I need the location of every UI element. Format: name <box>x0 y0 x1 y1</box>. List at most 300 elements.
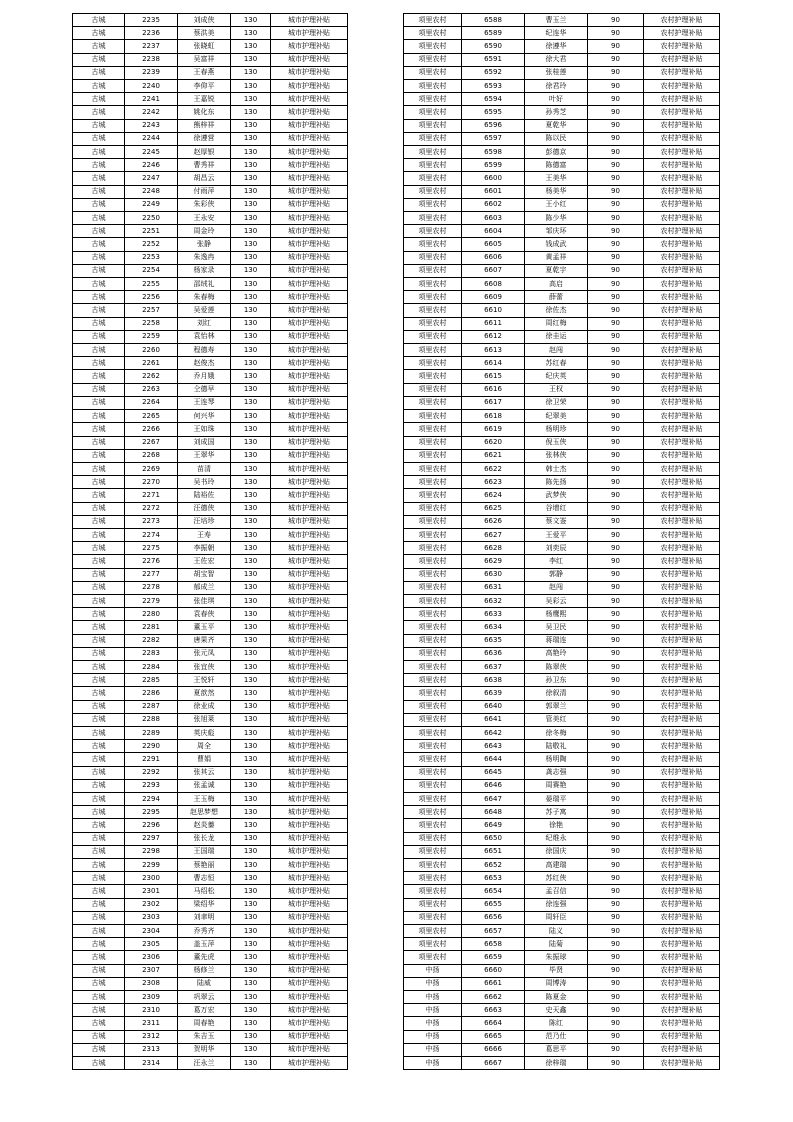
cell-record-no: 2286 <box>125 687 178 700</box>
cell-record-no: 6613 <box>462 344 525 357</box>
cell-name: 杨家录 <box>178 264 231 277</box>
table-row <box>404 198 720 211</box>
table-row <box>404 146 720 159</box>
cell-record-no: 2287 <box>125 700 178 713</box>
cell-name: 付雨萍 <box>178 185 231 198</box>
cell-name: 汪永兰 <box>178 1057 231 1070</box>
cell-amount: 130 <box>231 396 271 409</box>
table-row <box>73 344 348 357</box>
cell-subsidy-type: 城市护理补贴 <box>271 1017 348 1030</box>
cell-region: 古城 <box>73 119 125 132</box>
cell-record-no: 2271 <box>125 489 178 502</box>
cell-record-no: 2256 <box>125 291 178 304</box>
cell-name: 曹秀祥 <box>178 159 231 172</box>
cell-record-no: 2282 <box>125 634 178 647</box>
cell-amount: 90 <box>588 885 644 898</box>
cell-subsidy-type: 农村护理补贴 <box>644 146 720 159</box>
cell-record-no: 6653 <box>462 872 525 885</box>
cell-name: 仝德早 <box>178 383 231 396</box>
cell-record-no: 6628 <box>462 542 525 555</box>
cell-name: 纪翠美 <box>525 410 588 423</box>
table-row <box>73 911 348 924</box>
cell-subsidy-type: 城市护理补贴 <box>271 925 348 938</box>
cell-record-no: 6590 <box>462 40 525 53</box>
cell-subsidy-type: 农村护理补贴 <box>644 687 720 700</box>
cell-name: 吴书玲 <box>178 476 231 489</box>
table-row <box>73 238 348 251</box>
table-row <box>73 225 348 238</box>
table-row <box>404 1057 720 1070</box>
cell-subsidy-type: 农村护理补贴 <box>644 476 720 489</box>
cell-name: 范乃仕 <box>525 1030 588 1043</box>
cell-record-no: 6643 <box>462 740 525 753</box>
cell-region: 古城 <box>73 1017 125 1030</box>
cell-region: 古城 <box>73 344 125 357</box>
cell-amount: 130 <box>231 304 271 317</box>
cell-record-no: 2296 <box>125 819 178 832</box>
cell-amount: 130 <box>231 1030 271 1043</box>
cell-amount: 90 <box>588 660 644 673</box>
cell-subsidy-type: 城市护理补贴 <box>271 938 348 951</box>
table-row <box>404 476 720 489</box>
cell-name: 李振朝 <box>178 542 231 555</box>
cell-record-no: 2249 <box>125 198 178 211</box>
cell-subsidy-type: 农村护理补贴 <box>644 357 720 370</box>
cell-record-no: 6624 <box>462 489 525 502</box>
cell-name: 毕贤 <box>525 964 588 977</box>
cell-region: 中扬 <box>404 1057 462 1070</box>
cell-amount: 90 <box>588 278 644 291</box>
cell-record-no: 6633 <box>462 608 525 621</box>
table-row <box>404 27 720 40</box>
cell-name: 程德寿 <box>178 344 231 357</box>
cell-amount: 90 <box>588 792 644 805</box>
cell-amount: 130 <box>231 119 271 132</box>
cell-subsidy-type: 城市护理补贴 <box>271 198 348 211</box>
table-row <box>73 396 348 409</box>
cell-region: 古城 <box>73 251 125 264</box>
cell-subsidy-type: 城市护理补贴 <box>271 1043 348 1056</box>
table-row <box>73 159 348 172</box>
table-row <box>73 819 348 832</box>
cell-record-no: 2255 <box>125 278 178 291</box>
table-row <box>73 462 348 475</box>
cell-name: 陈翠侠 <box>525 660 588 673</box>
table-row <box>73 449 348 462</box>
cell-record-no: 6602 <box>462 198 525 211</box>
cell-record-no: 2270 <box>125 476 178 489</box>
table-row <box>73 581 348 594</box>
table-row <box>73 951 348 964</box>
cell-amount: 130 <box>231 502 271 515</box>
cell-region: 项里农村 <box>404 291 462 304</box>
cell-record-no: 6627 <box>462 528 525 541</box>
cell-amount: 130 <box>231 53 271 66</box>
cell-subsidy-type: 农村护理补贴 <box>644 1030 720 1043</box>
cell-name: 徐业成 <box>178 700 231 713</box>
table-row <box>404 621 720 634</box>
table-row <box>73 991 348 1004</box>
cell-amount: 90 <box>588 1017 644 1030</box>
cell-region: 古城 <box>73 515 125 528</box>
cell-region: 古城 <box>73 911 125 924</box>
cell-record-no: 6659 <box>462 951 525 964</box>
cell-region: 项里农村 <box>404 568 462 581</box>
table-row <box>73 172 348 185</box>
cell-record-no: 6644 <box>462 753 525 766</box>
cell-subsidy-type: 城市护理补贴 <box>271 344 348 357</box>
cell-region: 古城 <box>73 1057 125 1070</box>
cell-name: 徐佐杰 <box>525 304 588 317</box>
cell-record-no: 6620 <box>462 436 525 449</box>
cell-amount: 90 <box>588 396 644 409</box>
cell-subsidy-type: 农村护理补贴 <box>644 713 720 726</box>
cell-subsidy-type: 城市护理补贴 <box>271 172 348 185</box>
table-row <box>404 845 720 858</box>
cell-amount: 130 <box>231 1057 271 1070</box>
table-row <box>73 106 348 119</box>
cell-amount: 130 <box>231 977 271 990</box>
table-row <box>73 792 348 805</box>
cell-record-no: 2237 <box>125 40 178 53</box>
table-row <box>73 1057 348 1070</box>
cell-region: 古城 <box>73 885 125 898</box>
cell-amount: 130 <box>231 938 271 951</box>
cell-record-no: 6589 <box>462 27 525 40</box>
cell-amount: 130 <box>231 832 271 845</box>
cell-name: 朱彩侠 <box>178 198 231 211</box>
cell-record-no: 2260 <box>125 344 178 357</box>
table-row <box>404 502 720 515</box>
cell-name: 董玉平 <box>178 621 231 634</box>
cell-amount: 90 <box>588 172 644 185</box>
cell-record-no: 2235 <box>125 14 178 27</box>
cell-amount: 90 <box>588 304 644 317</box>
cell-amount: 90 <box>588 212 644 225</box>
cell-record-no: 2252 <box>125 238 178 251</box>
table-row <box>73 845 348 858</box>
cell-record-no: 2312 <box>125 1030 178 1043</box>
table-row <box>404 132 720 145</box>
cell-name: 徐卫荣 <box>525 396 588 409</box>
cell-name: 刘聿明 <box>178 911 231 924</box>
cell-region: 项里农村 <box>404 304 462 317</box>
cell-record-no: 6603 <box>462 212 525 225</box>
cell-amount: 130 <box>231 225 271 238</box>
cell-name: 葛思平 <box>525 1043 588 1056</box>
cell-record-no: 6601 <box>462 185 525 198</box>
cell-subsidy-type: 城市护理补贴 <box>271 40 348 53</box>
cell-name: 赵厚银 <box>178 146 231 159</box>
cell-region: 古城 <box>73 792 125 805</box>
cell-amount: 90 <box>588 581 644 594</box>
table-row <box>73 1043 348 1056</box>
cell-name: 陆义 <box>525 925 588 938</box>
cell-name: 王小红 <box>525 198 588 211</box>
cell-name: 曹玉兰 <box>525 14 588 27</box>
cell-region: 古城 <box>73 621 125 634</box>
cell-record-no: 6619 <box>462 423 525 436</box>
cell-record-no: 6599 <box>462 159 525 172</box>
cell-name: 周赛艳 <box>525 779 588 792</box>
cell-amount: 90 <box>588 779 644 792</box>
cell-region: 古城 <box>73 740 125 753</box>
cell-subsidy-type: 农村护理补贴 <box>644 93 720 106</box>
cell-name: 王佐宏 <box>178 555 231 568</box>
cell-name: 徐国庆 <box>525 845 588 858</box>
cell-amount: 130 <box>231 14 271 27</box>
cell-subsidy-type: 城市护理补贴 <box>271 132 348 145</box>
cell-subsidy-type: 农村护理补贴 <box>644 726 720 739</box>
cell-record-no: 6646 <box>462 779 525 792</box>
table-row <box>73 423 348 436</box>
table-row <box>73 700 348 713</box>
cell-region: 项里农村 <box>404 594 462 607</box>
cell-name: 杨鹰熙 <box>525 608 588 621</box>
cell-subsidy-type: 农村护理补贴 <box>644 304 720 317</box>
cell-region: 古城 <box>73 410 125 423</box>
cell-subsidy-type: 城市护理补贴 <box>271 528 348 541</box>
cell-subsidy-type: 城市护理补贴 <box>271 621 348 634</box>
cell-name: 杨明珍 <box>525 423 588 436</box>
table-row <box>404 1043 720 1056</box>
cell-subsidy-type: 城市护理补贴 <box>271 291 348 304</box>
cell-region: 古城 <box>73 27 125 40</box>
cell-name: 叶好 <box>525 93 588 106</box>
cell-subsidy-type: 城市护理补贴 <box>271 278 348 291</box>
table-row <box>73 859 348 872</box>
cell-subsidy-type: 农村护理补贴 <box>644 1057 720 1070</box>
cell-subsidy-type: 城市护理补贴 <box>271 872 348 885</box>
cell-record-no: 2298 <box>125 845 178 858</box>
cell-name: 夏乾宇 <box>525 264 588 277</box>
cell-record-no: 2250 <box>125 212 178 225</box>
cell-amount: 90 <box>588 1057 644 1070</box>
cell-subsidy-type: 城市护理补贴 <box>271 462 348 475</box>
cell-amount: 130 <box>231 753 271 766</box>
table-row <box>73 925 348 938</box>
cell-name: 张孟诚 <box>178 779 231 792</box>
table-row <box>73 687 348 700</box>
cell-amount: 130 <box>231 462 271 475</box>
cell-name: 谷增红 <box>525 502 588 515</box>
table-row <box>404 660 720 673</box>
cell-name: 张佳琪 <box>178 594 231 607</box>
cell-amount: 90 <box>588 608 644 621</box>
cell-region: 项里农村 <box>404 634 462 647</box>
cell-amount: 90 <box>588 357 644 370</box>
table-row <box>404 885 720 898</box>
cell-record-no: 2243 <box>125 119 178 132</box>
cell-region: 古城 <box>73 106 125 119</box>
cell-region: 项里农村 <box>404 462 462 475</box>
cell-region: 古城 <box>73 977 125 990</box>
table-row <box>404 159 720 172</box>
table-row <box>73 713 348 726</box>
cell-record-no: 6610 <box>462 304 525 317</box>
cell-record-no: 2283 <box>125 647 178 660</box>
table-row <box>404 225 720 238</box>
cell-record-no: 6650 <box>462 832 525 845</box>
cell-amount: 130 <box>231 634 271 647</box>
cell-name: 杨修兰 <box>178 964 231 977</box>
cell-name: 汪培珍 <box>178 515 231 528</box>
cell-name: 纪连华 <box>525 27 588 40</box>
table-row <box>73 766 348 779</box>
cell-region: 古城 <box>73 806 125 819</box>
cell-record-no: 2295 <box>125 806 178 819</box>
cell-subsidy-type: 城市护理补贴 <box>271 238 348 251</box>
table-row <box>73 740 348 753</box>
cell-subsidy-type: 城市护理补贴 <box>271 251 348 264</box>
cell-region: 项里农村 <box>404 264 462 277</box>
cell-region: 古城 <box>73 40 125 53</box>
cell-amount: 130 <box>231 238 271 251</box>
cell-region: 古城 <box>73 436 125 449</box>
cell-amount: 130 <box>231 212 271 225</box>
cell-name: 乔月娥 <box>178 370 231 383</box>
table-row <box>404 489 720 502</box>
cell-subsidy-type: 农村护理补贴 <box>644 462 720 475</box>
cell-record-no: 2314 <box>125 1057 178 1070</box>
cell-amount: 130 <box>231 489 271 502</box>
cell-name: 王春燕 <box>178 66 231 79</box>
cell-record-no: 6608 <box>462 278 525 291</box>
table-row <box>404 779 720 792</box>
cell-record-no: 6634 <box>462 621 525 634</box>
cell-record-no: 2279 <box>125 594 178 607</box>
cell-amount: 130 <box>231 278 271 291</box>
cell-subsidy-type: 农村护理补贴 <box>644 819 720 832</box>
table-row <box>404 872 720 885</box>
cell-record-no: 6616 <box>462 383 525 396</box>
cell-record-no: 6626 <box>462 515 525 528</box>
cell-amount: 90 <box>588 568 644 581</box>
cell-record-no: 6648 <box>462 806 525 819</box>
cell-region: 项里农村 <box>404 238 462 251</box>
cell-name: 蔡文崟 <box>525 515 588 528</box>
cell-region: 项里农村 <box>404 608 462 621</box>
cell-name: 徐梓瑞 <box>525 1057 588 1070</box>
cell-region: 古城 <box>73 304 125 317</box>
cell-name: 朱吉玉 <box>178 1030 231 1043</box>
cell-region: 项里农村 <box>404 806 462 819</box>
cell-record-no: 2254 <box>125 264 178 277</box>
cell-name: 赵俊杰 <box>178 357 231 370</box>
cell-amount: 90 <box>588 740 644 753</box>
cell-subsidy-type: 农村护理补贴 <box>644 185 720 198</box>
table-row <box>404 740 720 753</box>
cell-subsidy-type: 城市护理补贴 <box>271 726 348 739</box>
cell-region: 项里农村 <box>404 911 462 924</box>
table-row <box>73 93 348 106</box>
cell-record-no: 2240 <box>125 80 178 93</box>
cell-subsidy-type: 农村护理补贴 <box>644 396 720 409</box>
cell-name: 史天鑫 <box>525 1004 588 1017</box>
cell-name: 郭翠兰 <box>525 700 588 713</box>
cell-subsidy-type: 农村护理补贴 <box>644 938 720 951</box>
cell-region: 项里农村 <box>404 146 462 159</box>
table-row <box>73 317 348 330</box>
cell-amount: 130 <box>231 132 271 145</box>
table-row <box>404 436 720 449</box>
cell-record-no: 6631 <box>462 581 525 594</box>
cell-amount: 130 <box>231 845 271 858</box>
cell-region: 项里农村 <box>404 832 462 845</box>
cell-record-no: 2280 <box>125 608 178 621</box>
cell-region: 项里农村 <box>404 80 462 93</box>
cell-amount: 90 <box>588 198 644 211</box>
cell-region: 古城 <box>73 370 125 383</box>
cell-amount: 130 <box>231 185 271 198</box>
table-row <box>404 264 720 277</box>
cell-amount: 130 <box>231 806 271 819</box>
cell-amount: 130 <box>231 93 271 106</box>
cell-amount: 130 <box>231 291 271 304</box>
table-row <box>73 278 348 291</box>
table-row <box>73 555 348 568</box>
cell-subsidy-type: 农村护理补贴 <box>644 700 720 713</box>
cell-region: 项里农村 <box>404 502 462 515</box>
table-row <box>73 14 348 27</box>
cell-subsidy-type: 城市护理补贴 <box>271 80 348 93</box>
cell-region: 项里农村 <box>404 792 462 805</box>
cell-region: 古城 <box>73 53 125 66</box>
cell-amount: 90 <box>588 542 644 555</box>
cell-amount: 130 <box>231 792 271 805</box>
cell-record-no: 2309 <box>125 991 178 1004</box>
cell-subsidy-type: 城市护理补贴 <box>271 14 348 27</box>
cell-amount: 90 <box>588 80 644 93</box>
cell-name: 徐冬梅 <box>525 726 588 739</box>
cell-name: 苏子寓 <box>525 806 588 819</box>
cell-amount: 130 <box>231 608 271 621</box>
table-row <box>73 779 348 792</box>
table-row <box>404 383 720 396</box>
cell-name: 邵绒礼 <box>178 278 231 291</box>
cell-name: 张桂莲 <box>525 66 588 79</box>
cell-subsidy-type: 农村护理补贴 <box>644 423 720 436</box>
cell-region: 古城 <box>73 476 125 489</box>
cell-subsidy-type: 城市护理补贴 <box>271 330 348 343</box>
cell-record-no: 6595 <box>462 106 525 119</box>
cell-region: 古城 <box>73 1030 125 1043</box>
cell-name: 曹志恒 <box>178 872 231 885</box>
cell-amount: 130 <box>231 264 271 277</box>
cell-amount: 130 <box>231 568 271 581</box>
cell-name: 钱成武 <box>525 238 588 251</box>
cell-subsidy-type: 城市护理补贴 <box>271 53 348 66</box>
cell-record-no: 2285 <box>125 674 178 687</box>
table-row <box>404 172 720 185</box>
cell-name: 张长龙 <box>178 832 231 845</box>
cell-subsidy-type: 农村护理补贴 <box>644 925 720 938</box>
cell-name: 吴卫民 <box>525 621 588 634</box>
cell-name: 夏乾华 <box>525 119 588 132</box>
cell-name: 王寿 <box>178 528 231 541</box>
cell-name: 刘红 <box>178 317 231 330</box>
table-row <box>404 700 720 713</box>
table-row <box>73 410 348 423</box>
cell-name: 朱振球 <box>525 951 588 964</box>
cell-name: 赵闯 <box>525 344 588 357</box>
table-row <box>73 330 348 343</box>
cell-amount: 90 <box>588 93 644 106</box>
cell-record-no: 2281 <box>125 621 178 634</box>
table-row <box>404 396 720 409</box>
cell-amount: 130 <box>231 476 271 489</box>
cell-region: 项里农村 <box>404 278 462 291</box>
